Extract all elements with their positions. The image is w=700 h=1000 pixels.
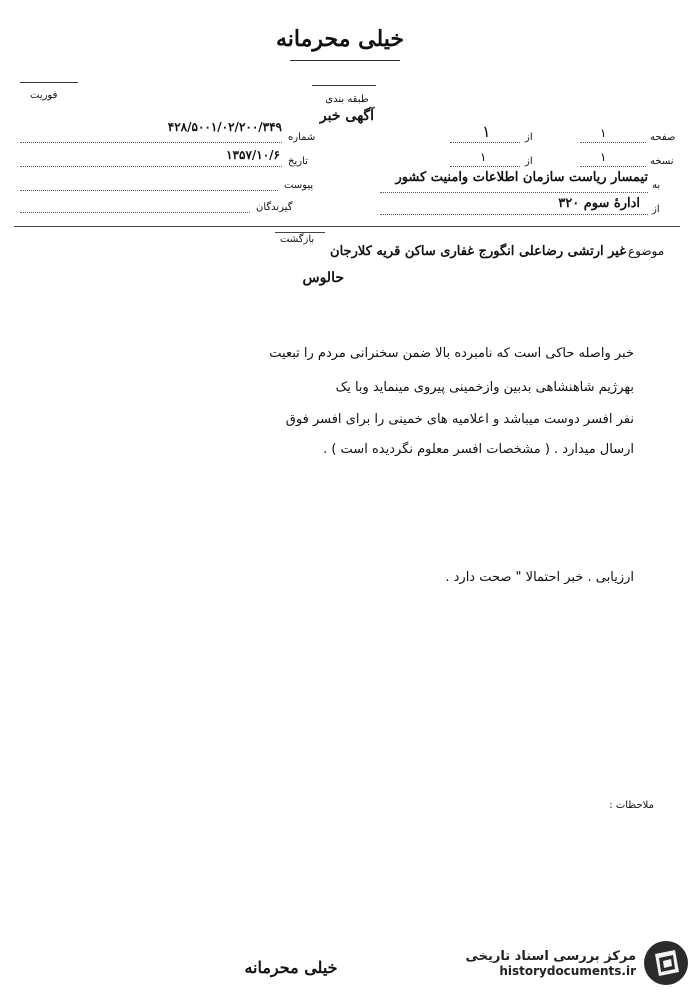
copy-total-dots	[450, 166, 520, 167]
recipients-dots	[20, 212, 250, 213]
page-total-dots	[450, 142, 520, 143]
subject-value-2: حالوس	[302, 270, 344, 286]
classification-top: خیلی محرمانه	[275, 26, 405, 52]
urgency-label: فوریت	[30, 90, 58, 101]
copy-total: ۱	[480, 150, 487, 164]
from-value: ادارهٔ سوم ۳۲۰	[558, 196, 640, 211]
assessment: ارزیابی . خبر احتمالا " صحت دارد .	[445, 570, 634, 585]
notes-label: ملاحظات :	[609, 800, 654, 811]
number-label: شماره	[288, 132, 316, 143]
page-dots	[580, 142, 646, 143]
to-value: تیمسار ریاست سازمان اطلاعات وامنیت کشور	[395, 170, 648, 185]
attachment-label: پیوست	[284, 180, 314, 191]
archive-logo-icon	[644, 941, 688, 985]
classification-underline	[290, 60, 400, 61]
attachment-dots	[20, 190, 278, 191]
watermark-title: مرکز بررسی اسناد تاریخی	[465, 948, 636, 964]
page-of-label: از	[525, 132, 533, 143]
followup-line	[275, 232, 325, 233]
body-line-2: بهرژیم شاهنشاهی بدبین وازخمینی پیروی مینماید وبا یک	[335, 380, 634, 395]
copy-value: ۱	[600, 150, 607, 164]
copy-dots	[580, 166, 646, 167]
watermark-text	[466, 949, 637, 978]
from-label: از	[652, 204, 660, 215]
date-value: ۱۳۵۷/۱۰/۶	[226, 148, 280, 162]
page-value: ۱	[600, 126, 607, 140]
body-line-4: ارسال میدارد . ( مشخصات افسر معلوم نگردیده است ) .	[323, 442, 634, 457]
classification-bottom: خیلی محرمانه	[244, 958, 338, 977]
subject-value: غیر ارتشی رضاعلی انگورج غفاری ساکن قریه کلارجان	[330, 244, 626, 259]
date-dots	[20, 166, 282, 167]
watermark	[418, 936, 688, 990]
category-label: طبقه بندی	[325, 94, 369, 105]
category-line	[312, 85, 376, 86]
number-dots	[20, 142, 282, 143]
page-total: ۱	[482, 122, 491, 141]
date-label: تاریخ	[288, 156, 308, 167]
category-value: آگهی خبر	[319, 108, 375, 124]
header-divider	[14, 226, 680, 227]
to-dots	[380, 192, 648, 193]
page-label: صفحه	[650, 132, 676, 143]
body-line-1: خبر واصله حاکی است که نامبرده بالا ضمن سخنرانی مردم را تبعیت	[269, 346, 634, 361]
followup-label: بازگشت	[280, 234, 315, 245]
body-line-3: نفر افسر دوست میباشد و اعلامیه های خمینی را برای افسر فوق	[285, 412, 634, 427]
urgency-line	[20, 82, 78, 83]
watermark-site: historydocuments.ir	[499, 963, 636, 978]
copy-label: نسخه	[650, 156, 674, 167]
recipients-label: گیرندگان	[256, 202, 293, 213]
number-value: ۴۲۸/۵۰۰۱/۰۲/۲۰۰/۳۴۹	[167, 120, 282, 134]
copy-of-label: از	[525, 156, 533, 167]
to-prefix: به	[652, 180, 661, 191]
from-dots	[380, 214, 648, 215]
subject-label: موضوع	[628, 244, 665, 258]
